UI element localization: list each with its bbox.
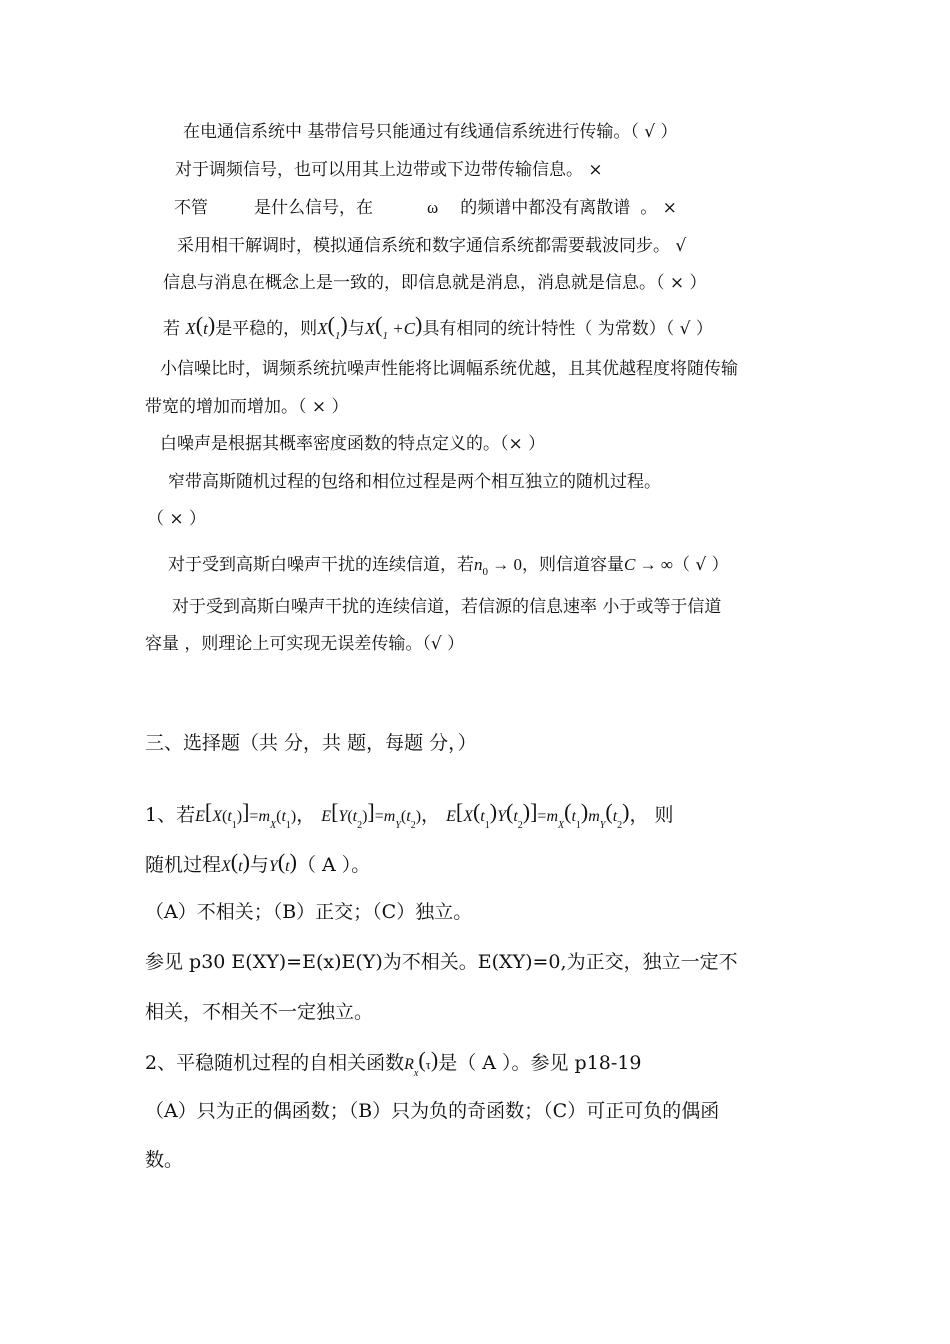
tf-item-9-line2: （ × ） xyxy=(147,509,207,529)
q1-line2-mid: 与 xyxy=(249,854,269,876)
formula-e-x-t1: $E[X(t_1)]=m_X(t_1)$ xyxy=(195,799,297,831)
q1-pre: 1、若 xyxy=(145,804,196,826)
formula-rx-tau: $R_x(\tau)$ xyxy=(404,1047,439,1079)
tf-item-9-line1: 窄带高斯随机过程的包络和相位过程是两个相互独立的随机过程。 xyxy=(168,472,661,492)
tf-item-6-mid2: 与 xyxy=(347,319,365,339)
q1-sep2: ， xyxy=(421,804,441,826)
tf-item-3-end: 。 × xyxy=(640,198,677,218)
tf-item-5: 信息与消息在概念上是一致的，即信息就是消息，消息就是信息。（ × ） xyxy=(163,273,707,293)
q1-line1 xyxy=(145,801,674,832)
q1-post: ， 则 xyxy=(629,804,674,826)
formula-x-t: X(t) xyxy=(185,312,216,338)
formula-c-to-inf: C → ∞ xyxy=(624,555,673,574)
tf-item-8: 白噪声是根据其概率密度函数的特点定义的。（× ） xyxy=(160,434,546,454)
tf-item-6-mid1: 是平稳的，则 xyxy=(215,319,318,339)
formula-y-t-q1: Y(t) xyxy=(268,849,297,875)
tf-item-11-line1: 对于受到高斯白噪声干扰的连续信道，若信源的信息速率 小于或等于信道 xyxy=(172,597,722,617)
section-title: 三、选择题（共 分，共 题，每题 分，） xyxy=(145,732,477,754)
q1-line2 xyxy=(145,851,370,880)
tf-item-7-line2: 带宽的增加而增加。（ × ） xyxy=(145,397,349,417)
formula-e-xy: $E[X(t_1)Y(t_2)]=m_X(t_1)m_Y(t_2)$ xyxy=(446,799,630,831)
formula-x-t-q1: X(t) xyxy=(221,849,250,875)
tf-item-11-line2: 容量 ，则理论上可实现无误差传输。（√ ） xyxy=(145,634,465,654)
tf-item-6 xyxy=(163,312,713,342)
tf-item-3-mid: 是什么信号，在 xyxy=(254,198,373,218)
tf-item-10 xyxy=(168,554,729,578)
omega-symbol: ω xyxy=(427,198,439,217)
q1-sep1: ， xyxy=(296,804,316,826)
q1-options: （A）不相关；（B）正交；（C）独立。 xyxy=(145,901,473,923)
q2-pre: 2、平稳随机过程的自相关函数 xyxy=(145,1052,405,1074)
tf-item-3-pre: 不管 xyxy=(174,198,208,218)
tf-item-10-pre: 对于受到高斯白噪声干扰的连续信道，若 xyxy=(168,555,474,575)
formula-e-y-t2: $E[Y(t_2)]=m_Y(t_2)$ xyxy=(321,799,422,831)
formula-x-t1-plus-c: $X(_1 +C)$ xyxy=(364,312,423,342)
tf-item-1: 在电通信系统中 基带信号只能通过有线通信系统进行传输。（ √ ） xyxy=(183,122,678,142)
q1-note-line2: 相关，不相关不一定独立。 xyxy=(145,1001,374,1023)
q2-options-line2: 数。 xyxy=(145,1149,184,1171)
formula-x-t1: $X(_1)$ xyxy=(317,312,348,342)
tf-item-10-mid: ，则信道容量 xyxy=(522,555,624,575)
tf-item-3-post: 的频谱中都没有离散谱 xyxy=(460,198,631,218)
tf-item-6-post: 具有相同的统计特性（ 为常数）（ √ ） xyxy=(422,319,713,339)
tf-item-6-pre: 若 xyxy=(163,319,180,339)
q2-options-line1: （A）只为正的偶函数；（B）只为负的奇函数；（C）可正可负的偶函 xyxy=(145,1100,720,1122)
tf-item-3 xyxy=(174,197,677,219)
q1-line2-pre: 随机过程 xyxy=(145,854,222,876)
q1-line2-post: （ A ）。 xyxy=(296,854,371,876)
q1-note-line1: 参见 p30 E(XY)=E(x)E(Y)为不相关。E(XY)=0,为正交，独立一定不 xyxy=(145,951,738,973)
formula-n0-to-0: $n_0 \to 0$ xyxy=(474,555,522,578)
tf-item-10-post: （ √ ） xyxy=(672,555,729,575)
tf-item-7-line1: 小信噪比时，调频系统抗噪声性能将比调幅系统优越，且其优越程度将随传输 xyxy=(160,359,738,379)
tf-item-2: 对于调频信号，也可以用其上边带或下边带传输信息。 × xyxy=(175,160,603,180)
tf-item-4: 采用相干解调时，模拟通信系统和数字通信系统都需要载波同步。 √ xyxy=(177,236,687,256)
q2-line1 xyxy=(145,1049,642,1080)
q2-post: 是（ A ）。参见 p18-19 xyxy=(438,1052,642,1074)
